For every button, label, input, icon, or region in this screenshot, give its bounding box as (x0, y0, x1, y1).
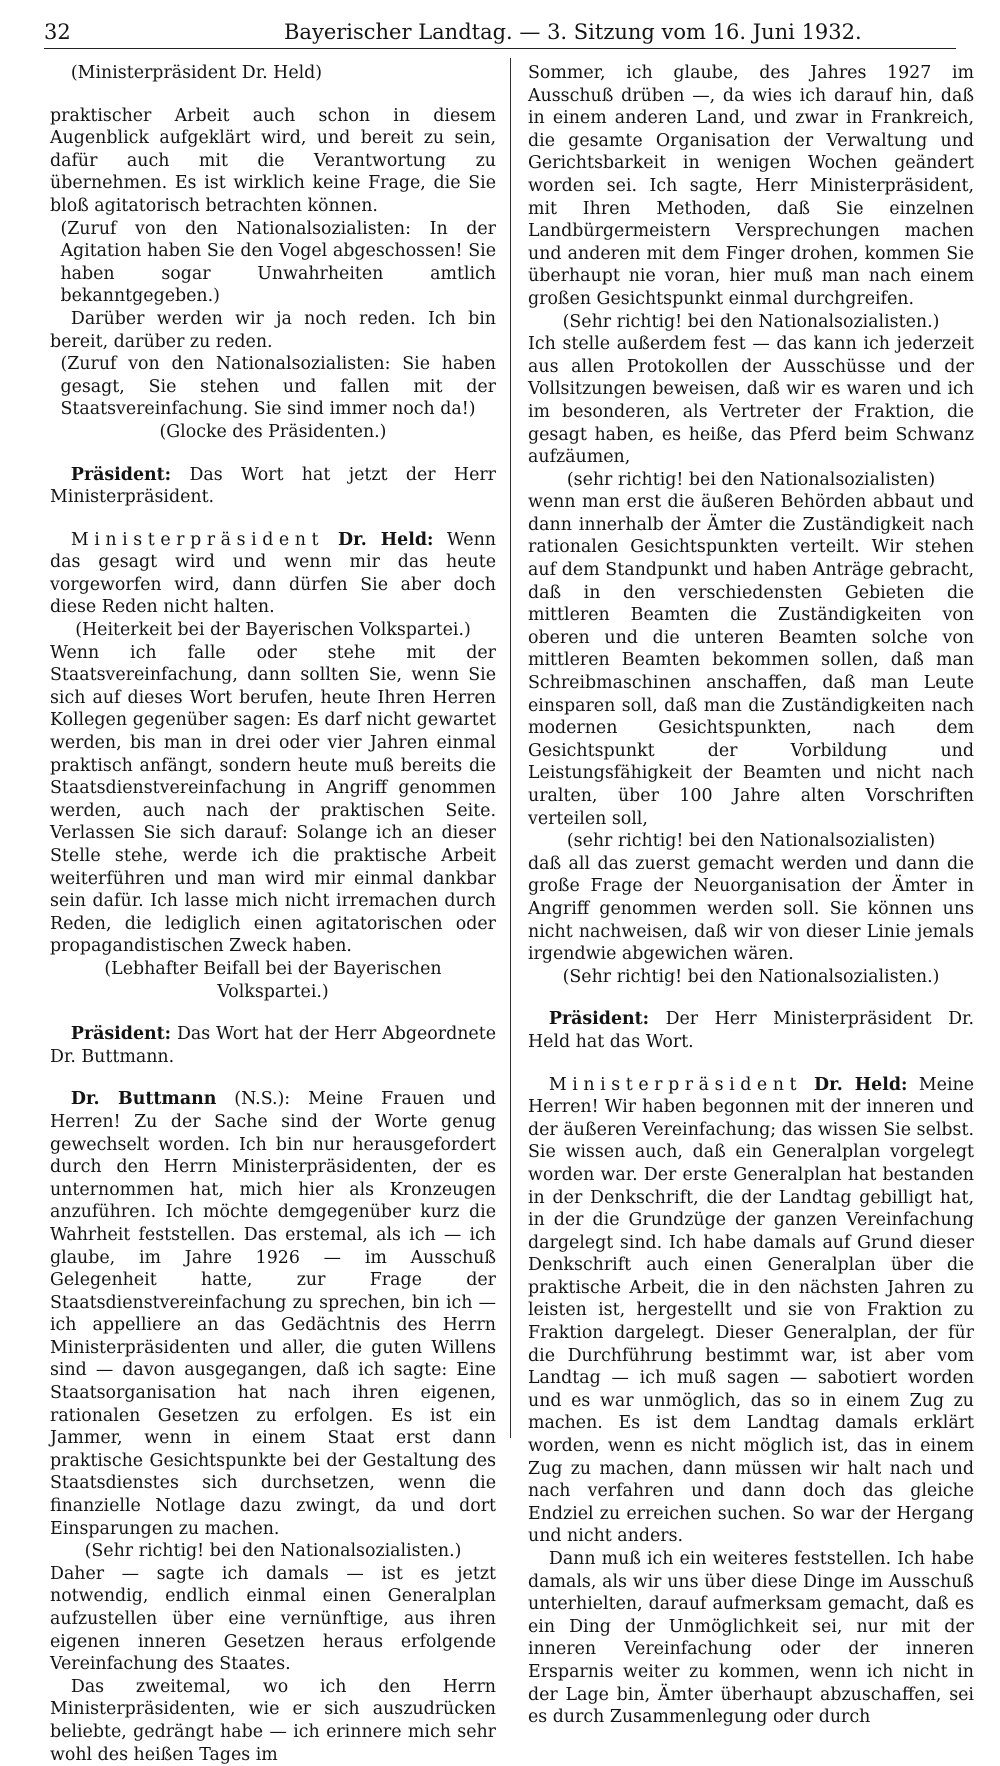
paragraph (50, 1088, 496, 1540)
paragraph (50, 62, 496, 85)
paragraph (528, 491, 974, 830)
paragraph-text: Sommer, ich glaube, des Jahres 1927 im Ausschuß drüben —, da wies ich darauf hin, daß in einem anderen Land, und zwar in Frankreich, die gesamte Organisation der Verwaltung und Gerichtsbarkeit in wenigen Wochen geändert worden sei. Ich sagte, Herr Ministerpräsident, mit Ihren Methoden, daß Sie einzelnen Landbürgermeistern Versprechungen machen und anderen mit dem Finger drohen, kommen Sie überhaupt nie voran, hier muß man nach einem großen Gesichtspunkt einmal durchgreifen. (528, 63, 974, 309)
paragraph-text: (Zuruf von den Nationalsozialisten: In der Agitation haben Sie den Vogel abgeschossen! Sie haben sogar Unwahrheiten amtlich bekanntgegeben.) (60, 218, 496, 307)
paragraph-text: Wenn ich falle oder stehe mit der Staatsvereinfachung, dann sollten Sie, wenn Sie sich auf dieses Wort berufen, heute Ihren Herren Kollegen gegenüber sagen: Es darf nicht gewartet werden, bis man in drei oder vier Jahren einmal praktisch anfängt, sondern heute muß bereits die Staatsdienstvereinfachung in Angriff genommen werden, auch nach der praktischen Seite. Verlassen Sie sich darauf: Solange ich an dieser Stelle stehe, werde ich die praktische Arbeit weiterführen und man wird mir einmal dankbar sein dafür. Ich lasse mich nicht irremachen durch Reden, die lediglich einen agitatorischen oder propagandistischen Zweck haben. (50, 642, 496, 957)
column-divider (510, 58, 511, 1438)
paragraph (50, 464, 496, 509)
paragraph-text: Ich stelle außerdem fest — das kann ich jederzeit aus allen Protokollen der Ausschüsse und der Vollsitzungen beweisen, daß wir es waren und ich im besonderen, als Vertreter der Fraktion, die gesagt haben, es heiße, das Pferd beim Schwanz aufzäumen, (528, 334, 974, 468)
paragraph (528, 1008, 974, 1053)
paragraph-text: Das zweitemal, wo ich den Herrn Ministerpräsidenten, wie er sich auszudrücken beliebte, gedrängt habe — ich erinnere mich sehr wohl des heißen Tages im (50, 1676, 496, 1765)
paragraph (528, 853, 974, 966)
speaker-name: Präsident: (70, 1024, 172, 1045)
paragraph-text: (sehr richtig! bei den Nationalsozialisten) (566, 469, 936, 490)
paragraph-text: Wenn das gesagt wird und wenn mir das heute vorgeworfen wird, dann dürfen Sie aber doch diese Reden nicht halten. (50, 529, 496, 618)
paragraph (50, 529, 496, 619)
paragraph (50, 308, 496, 353)
paragraph-text: (Zuruf von den Nationalsozialisten: Sie haben gesagt, Sie stehen und fallen mit der Staatsvereinfachung. Sie sind immer noch da!) (60, 354, 496, 420)
paragraph (50, 1540, 496, 1563)
paragraph-text: (Ministerpräsident Dr. Held) (70, 63, 323, 83)
right-column (528, 62, 974, 1729)
paragraph-text: (Sehr richtig! bei den Nationalsozialisten.) (84, 1541, 462, 1562)
paragraph-text: wenn man erst die äußeren Behörden abbaut und dann innerhalb der Ämter die Zuständigkeit nach rationalen Gesichtspunkten verteilt. Wir stehen auf dem Standpunkt und haben Anträge gebracht, daß in den verschiedensten Gebieten die mittleren Beamten die Zuständigkeiten von oberen und die unteren Beamten solche von mittleren Beamten bekommen sollen, daß man Schreibmaschinen anschaffen, daß man Leute einsparen soll, daß man die Zuständigkeiten nach modernen Gesichtspunkten, nach dem Gesichtspunkt der Vorbildung und Leistungsfähigkeit der Beamten und nicht nach uralten, über 100 Jahre alten Vorschriften verteilen soll, (528, 492, 974, 829)
paragraph (528, 1074, 974, 1548)
paragraph-text: Dann muß ich ein weiteres feststellen. Ich habe damals, als wir uns über diese Dinge im Ausschuß unterhielten, darauf aufmerksam gemacht, daß es ein Ding der Unmöglichkeit sei, nur mit der inneren Vereinfachung oder der inneren Ersparnis weiter zu kommen, wenn ich nicht in der Lage bin, Ämter überhaupt abzuschaffen, sei es durch Zusammenlegung oder durch (528, 1549, 974, 1728)
paragraph (528, 1548, 974, 1729)
paragraph (50, 421, 496, 444)
paragraph (528, 311, 974, 334)
speaker-name: Dr. Held: (324, 529, 434, 550)
paragraph-text: (Lebhafter Beifall bei der Bayerischen Volkspartei.) (104, 958, 442, 1002)
paragraph (528, 333, 974, 469)
speaker-name: Präsident: (548, 1009, 650, 1030)
paragraph-text: daß all das zuerst gemacht werden und dann die große Frage der Neuorganisation der Ämter in Angriff genommen werden soll. Sie können uns nicht nachweisen, daß wir von dieser Linie jemals irgendwie abgewichen wären. (528, 853, 974, 965)
paragraph (50, 353, 496, 421)
paragraph (50, 1676, 496, 1766)
speaker-title: Ministerpräsident (70, 529, 325, 550)
paragraph-text: praktischer Arbeit auch schon in diesem Augenblick aufgeklärt wird, und bereit zu sein, dafür auch mit die Verantwortung zu übernehmen. Es ist wirklich keine Frage, die Sie bloß agitatorisch betrachten können. (50, 105, 496, 216)
speaker-name: Präsident: (70, 464, 172, 485)
paragraph (50, 105, 496, 218)
paragraph-text: Das Wort hat jetzt der Herr Ministerpräsident. (50, 464, 496, 508)
paragraph-text: (Sehr richtig! bei den Nationalsozialisten.) (562, 966, 940, 987)
paragraph (50, 619, 496, 642)
running-head: Bayerischer Landtag. — 3. Sitzung vom 16. Juni 1932. (284, 20, 862, 44)
page-header (44, 18, 956, 49)
speaker-name: Dr. Buttmann (70, 1089, 217, 1110)
paragraph (528, 966, 974, 989)
left-column (50, 62, 496, 1766)
paragraph-text: (Heiterkeit bei der Bayerischen Volkspartei.) (75, 620, 471, 641)
paragraph (50, 1023, 496, 1068)
paragraph (528, 62, 974, 311)
paragraph-text: (sehr richtig! bei den Nationalsozialisten) (566, 831, 936, 852)
paragraph (50, 218, 496, 308)
paragraph (528, 830, 974, 853)
page-number: 32 (44, 20, 71, 44)
paragraph-text: Meine Herren! Wir haben begonnen mit der inneren und der äußeren Vereinfachung; das wissen Sie selbst. Sie wissen auch, daß ein Generalplan vorgelegt worden war. Der erste Generalplan hat bestanden in der Denkschrift, die der Landtag gebilligt hat, in der die Grundzüge der ganzen Vereinfachung dargelegt sind. Ich habe damals auf Grund dieser Denkschrift auch einen Generalplan über die praktische Arbeit, die in den nächsten Jahren zu leisten ist, hergestellt und sie von Fraktion zu Fraktion dargelegt. Dieser Generalplan, der für die Durchführung bestimmt war, ist aber vom Landtag — ich muß sagen — sabotiert worden und es war unmöglich, das so in einem Zug zu machen. Es ist dem Landtag damals erklärt worden, wenn es nicht möglich ist, das in einem Zug zu machen, dann müssen wir halt nach und nach verfahren und dann doch das gleiche Endziel zu erreichen suchen. So war der Hergang und nicht anders. (528, 1074, 974, 1547)
paragraph-text: (N.S.): Meine Frauen und Herren! Zu der Sache sind der Worte genug gewechselt worden. Ich bin nur herausgefordert durch den Herrn Ministerpräsidenten, der es unternommen hat, mich hier als Kronzeugen anzuführen. Ich möchte demgegenüber kurz die Wahrheit feststellen. Das erstemal, als ich — ich glaube, im Jahre 1926 — im Ausschuß Gelegenheit hatte, zur Frage der Staatsdienstvereinfachung zu sprechen, bin ich — ich appelliere an das Gedächtnis des Herrn Ministerpräsidenten und aller, die guten Willens sind — davon ausgegangen, daß ich sagte: Eine Staatsorganisation hat nach ihren eigenen, rationalen Gesetzen zu erfolgen. Es ist ein Jammer, wenn in einem Staat erst dann praktische Gesichtspunkte bei der Gestaltung des Staatsdienstes sich durchsetzen, wenn die finanzielle Notlage dazu zwingt, da und dort Einsparungen zu machen. (50, 1089, 496, 1539)
paragraph (50, 642, 496, 958)
paragraph-text: Daher — sagte ich damals — ist es jetzt notwendig, endlich einmal einen Generalplan aufzustellen über eine vernünftige, aus ihren eigenen inneren Gesetzen heraus erfolgende Vereinfachung des Staates. (50, 1563, 496, 1675)
paragraph (50, 958, 496, 1003)
speaker-name: Dr. Held: (802, 1074, 908, 1095)
paragraph-text: (Glocke des Präsidenten.) (159, 421, 387, 442)
paragraph (528, 469, 974, 492)
paragraph (50, 1563, 496, 1676)
speaker-title: Ministerpräsident (548, 1074, 803, 1095)
paragraph-text: Der Herr Ministerpräsident Dr. Held hat das Wort. (528, 1009, 974, 1052)
paragraph-text: (Sehr richtig! bei den Nationalsozialisten.) (562, 311, 940, 332)
paragraph-text: Darüber werden wir ja noch reden. Ich bin bereit, darüber zu reden. (50, 308, 496, 352)
paragraph-text: Das Wort hat der Herr Abgeordnete Dr. Buttmann. (50, 1024, 496, 1067)
